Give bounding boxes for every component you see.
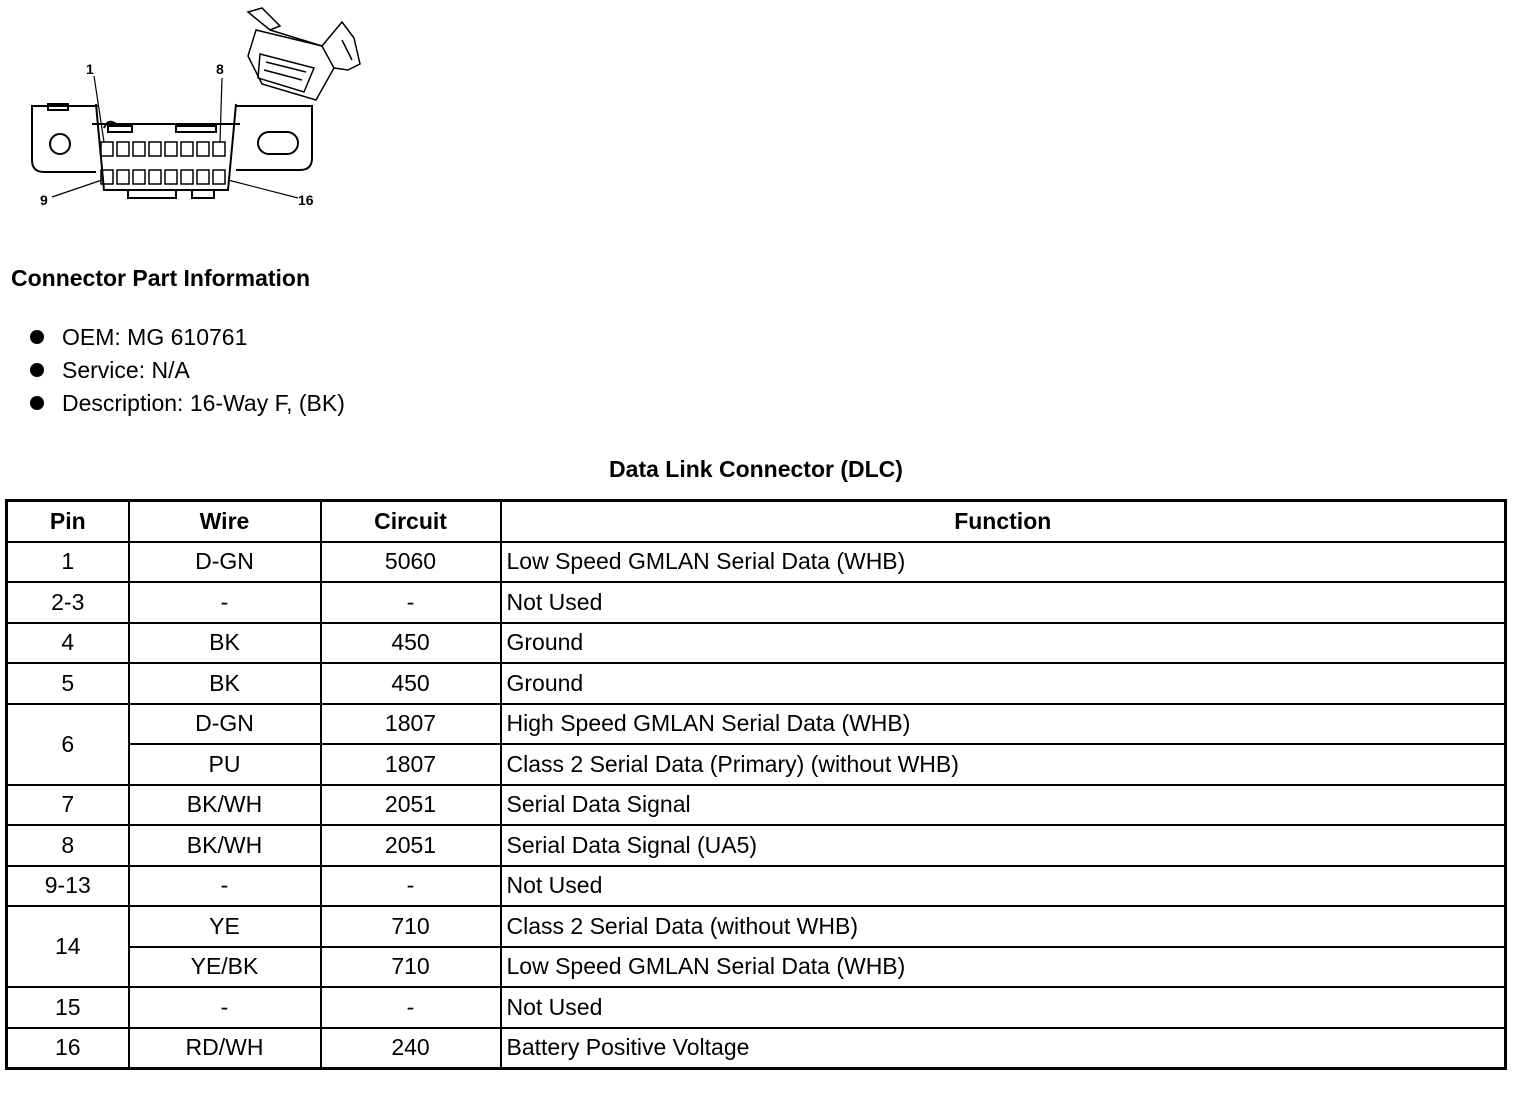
pin-label-8: 8	[216, 61, 224, 77]
connector-description: Description: 16-Way F, (BK)	[62, 389, 345, 416]
function-cell: Not Used	[501, 582, 1506, 623]
pin-cell: 8	[7, 825, 129, 866]
table-row	[7, 744, 1506, 785]
function-cell: Class 2 Serial Data (without WHB)	[501, 906, 1506, 947]
table-row	[7, 785, 1506, 826]
wire-cell: RD/WH	[129, 1028, 321, 1069]
table-row	[7, 542, 1506, 583]
function-cell: Serial Data Signal (UA5)	[501, 825, 1506, 866]
table-row	[7, 866, 1506, 907]
table-row	[7, 704, 1506, 745]
pin-cell: 2-3	[7, 582, 129, 623]
bullet-icon	[30, 396, 44, 410]
left-mounting-ear	[32, 106, 98, 172]
circuit-cell: 1807	[321, 704, 501, 745]
bullet-icon	[30, 330, 44, 344]
table-row	[7, 623, 1506, 664]
pin-cell: 9-13	[7, 866, 129, 907]
left-mounting-hole	[50, 134, 70, 154]
table-row	[7, 1028, 1506, 1069]
pin-cell: 5	[7, 663, 129, 704]
function-cell: Ground	[501, 663, 1506, 704]
column-header-circuit: Circuit	[321, 501, 501, 542]
wire-cell: YE/BK	[129, 947, 321, 988]
connector-info-list	[30, 320, 345, 419]
table-header-row	[7, 501, 1506, 542]
connector-isometric-view	[248, 8, 360, 100]
list-item	[30, 386, 345, 419]
table-row	[7, 987, 1506, 1028]
wire-cell: PU	[129, 744, 321, 785]
wire-cell: -	[129, 987, 321, 1028]
right-mounting-slot	[258, 132, 298, 154]
function-cell: High Speed GMLAN Serial Data (WHB)	[501, 704, 1506, 745]
wire-cell: D-GN	[129, 704, 321, 745]
wire-cell: BK	[129, 623, 321, 664]
table-title: Data Link Connector (DLC)	[609, 456, 903, 482]
pinout-table	[5, 499, 1507, 1070]
wire-cell: BK	[129, 663, 321, 704]
function-cell: Serial Data Signal	[501, 785, 1506, 826]
function-cell: Low Speed GMLAN Serial Data (WHB)	[501, 947, 1506, 988]
oem-part-number: OEM: MG 610761	[62, 323, 248, 350]
circuit-cell: 2051	[321, 825, 501, 866]
pin-cell: 15	[7, 987, 129, 1028]
circuit-cell: 5060	[321, 542, 501, 583]
wire-cell: D-GN	[129, 542, 321, 583]
table-row	[7, 825, 1506, 866]
circuit-cell: -	[321, 866, 501, 907]
circuit-cell: 450	[321, 623, 501, 664]
pin-cell: 6	[7, 704, 129, 785]
top-pin-row	[101, 142, 225, 156]
pin-cell: 7	[7, 785, 129, 826]
column-header-pin: Pin	[7, 501, 129, 542]
pin-label-1: 1	[86, 61, 94, 77]
function-cell: Not Used	[501, 987, 1506, 1028]
function-cell: Battery Positive Voltage	[501, 1028, 1506, 1069]
table-row	[7, 906, 1506, 947]
column-header-wire: Wire	[129, 501, 321, 542]
connector-diagram	[0, 0, 400, 225]
circuit-cell: 710	[321, 947, 501, 988]
circuit-cell: 2051	[321, 785, 501, 826]
pin-label-16: 16	[298, 192, 314, 208]
function-cell: Low Speed GMLAN Serial Data (WHB)	[501, 542, 1506, 583]
leader-line-pin-16	[228, 180, 298, 198]
circuit-cell: 1807	[321, 744, 501, 785]
list-item	[30, 353, 345, 386]
function-cell: Class 2 Serial Data (Primary) (without WHB)	[501, 744, 1506, 785]
wire-cell: BK/WH	[129, 825, 321, 866]
circuit-cell: -	[321, 582, 501, 623]
circuit-cell: 240	[321, 1028, 501, 1069]
connector-info-heading: Connector Part Information	[11, 265, 311, 291]
pin-label-9: 9	[40, 192, 48, 208]
wire-cell: YE	[129, 906, 321, 947]
wire-cell: -	[129, 582, 321, 623]
pin-cell: 4	[7, 623, 129, 664]
circuit-cell: 710	[321, 906, 501, 947]
leader-line-pin-8	[220, 78, 222, 142]
pin-cell: 16	[7, 1028, 129, 1069]
leader-line-pin-9	[52, 180, 102, 197]
circuit-cell: -	[321, 987, 501, 1028]
column-header-function: Function	[501, 501, 1506, 542]
wire-cell: -	[129, 866, 321, 907]
right-mounting-ear	[236, 106, 312, 170]
service-part-number: Service: N/A	[62, 356, 190, 383]
pin-cell: 14	[7, 906, 129, 987]
circuit-cell: 450	[321, 663, 501, 704]
table-row	[7, 663, 1506, 704]
table-row	[7, 582, 1506, 623]
function-cell: Not Used	[501, 866, 1506, 907]
bullet-icon	[30, 363, 44, 377]
list-item	[30, 320, 345, 353]
bottom-pin-row	[101, 170, 225, 184]
function-cell: Ground	[501, 623, 1506, 664]
table-row	[7, 947, 1506, 988]
wire-cell: BK/WH	[129, 785, 321, 826]
pin-cell: 1	[7, 542, 129, 583]
